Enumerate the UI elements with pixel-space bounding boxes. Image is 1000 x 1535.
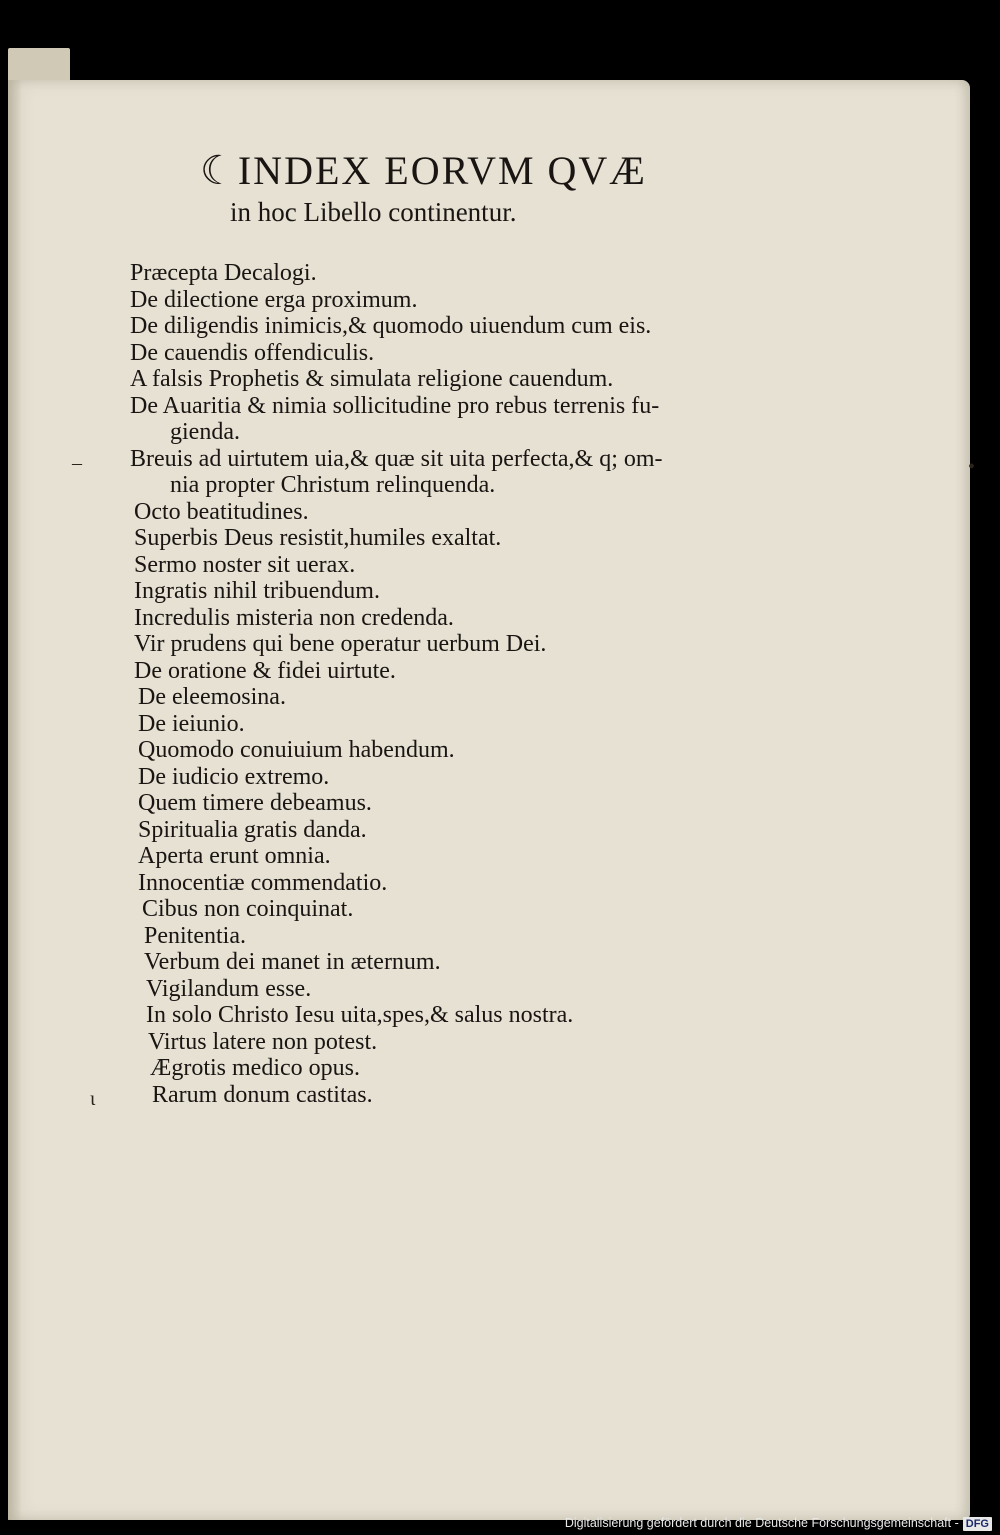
index-entry-text: De ieiunio. bbox=[138, 710, 245, 737]
index-entry-text: Breuis ad uirtutem uia,& quæ sit uita perfecta,& q; om- bbox=[130, 445, 663, 472]
index-entry bbox=[130, 949, 730, 976]
index-entry bbox=[130, 684, 730, 711]
index-entry bbox=[130, 896, 730, 923]
index-entry bbox=[130, 525, 730, 552]
margin-dot-icon: • bbox=[968, 456, 976, 478]
index-entry-text: Quem timere debeamus. bbox=[138, 790, 372, 816]
index-entry bbox=[130, 843, 730, 870]
index-entry-text: Spiritualia gratis danda. bbox=[138, 816, 367, 843]
index-entry bbox=[130, 764, 730, 791]
index-entry bbox=[130, 711, 730, 738]
index-entry-continuation: gienda. bbox=[170, 419, 240, 445]
index-entry-text: Penitentia. bbox=[144, 922, 246, 949]
index-entry-text: De dilectione erga proximum. bbox=[130, 286, 418, 313]
index-entry bbox=[130, 1082, 730, 1109]
index-entry bbox=[130, 552, 730, 579]
index-entry-text: Verbum dei manet in æternum. bbox=[144, 949, 441, 975]
index-entry-text: Octo beatitudines. bbox=[134, 498, 309, 525]
index-entry-text: Rarum donum castitas. bbox=[152, 1081, 373, 1108]
index-entry bbox=[130, 287, 730, 314]
index-entry bbox=[130, 1055, 730, 1082]
paragraph-mark-icon: ☾ bbox=[200, 148, 238, 193]
index-entry bbox=[130, 1029, 730, 1056]
index-entry-text: Incredulis misteria non credenda. bbox=[134, 604, 454, 631]
index-entry bbox=[130, 366, 730, 393]
index-entry-text: A falsis Prophetis & simulata religione cauendum. bbox=[130, 366, 614, 392]
margin-mark-icon: ι bbox=[90, 1088, 96, 1110]
index-entry-text: Vir prudens qui bene operatur uerbum Dei. bbox=[134, 631, 547, 657]
index-entry bbox=[130, 976, 730, 1003]
page-gutter bbox=[8, 80, 22, 1520]
index-entry-text: Vigilandum esse. bbox=[146, 975, 312, 1002]
index-entry-text: Quomodo conuiuium habendum. bbox=[138, 737, 455, 763]
index-entry-list bbox=[130, 260, 730, 1108]
index-entry bbox=[130, 870, 730, 897]
credit-text: Digitalisierung gefördert durch die Deutsche Forschungsgemeinschaft - bbox=[564, 1516, 959, 1530]
index-entry bbox=[130, 923, 730, 950]
index-entry-text: Aperta erunt omnia. bbox=[138, 843, 331, 869]
index-entry bbox=[130, 658, 730, 685]
margin-mark-icon: – bbox=[72, 452, 82, 474]
index-entry-text: De eleemosina. bbox=[138, 684, 286, 710]
index-entry-text: Ægrotis medico opus. bbox=[150, 1055, 360, 1081]
title-line-2: in hoc Libello continentur. bbox=[230, 197, 517, 227]
index-entry-text: Superbis Deus resistit,humiles exaltat. bbox=[134, 525, 502, 551]
index-entry-continuation: nia propter Christum relinquenda. bbox=[170, 472, 496, 498]
index-entry bbox=[130, 790, 730, 817]
index-entry-text: Sermo noster sit uerax. bbox=[134, 551, 356, 578]
index-entry bbox=[130, 631, 730, 658]
index-entry bbox=[130, 499, 730, 526]
index-entry bbox=[130, 393, 730, 446]
index-entry-text: Præcepta Decalogi. bbox=[130, 260, 317, 286]
index-entry bbox=[130, 260, 730, 287]
index-entry bbox=[130, 340, 730, 367]
index-entry bbox=[130, 578, 730, 605]
index-entry bbox=[130, 446, 730, 499]
index-entry-text: De Auaritia & nimia sollicitudine pro rebus terrenis fu- bbox=[130, 392, 660, 419]
index-entry-text: De iudicio extremo. bbox=[138, 763, 330, 790]
index-entry-text: In solo Christo Iesu uita,spes,& salus nostra. bbox=[146, 1002, 574, 1028]
dfg-logo: DFG bbox=[963, 1517, 992, 1531]
index-title bbox=[200, 148, 647, 230]
index-entry bbox=[130, 1002, 730, 1029]
index-entry-text: Innocentiæ commendatio. bbox=[138, 869, 388, 896]
title-line-1 bbox=[200, 148, 647, 194]
index-entry-text: De oratione & fidei uirtute. bbox=[134, 657, 396, 684]
index-entry-text: De diligendis inimicis,& quomodo uiuendum cum eis. bbox=[130, 313, 652, 339]
index-entry bbox=[130, 313, 730, 340]
index-entry bbox=[130, 605, 730, 632]
digitization-credit bbox=[565, 1516, 992, 1531]
index-entry bbox=[130, 737, 730, 764]
index-entry-text: Ingratis nihil tribuendum. bbox=[134, 578, 380, 604]
index-entry bbox=[130, 817, 730, 844]
index-entry-text: Virtus latere non potest. bbox=[148, 1028, 378, 1055]
index-entry-text: De cauendis offendiculis. bbox=[130, 339, 375, 366]
title-line-1-text: INDEX EORVM QVÆ bbox=[237, 148, 647, 193]
index-entry-text: Cibus non coinquinat. bbox=[142, 896, 354, 922]
